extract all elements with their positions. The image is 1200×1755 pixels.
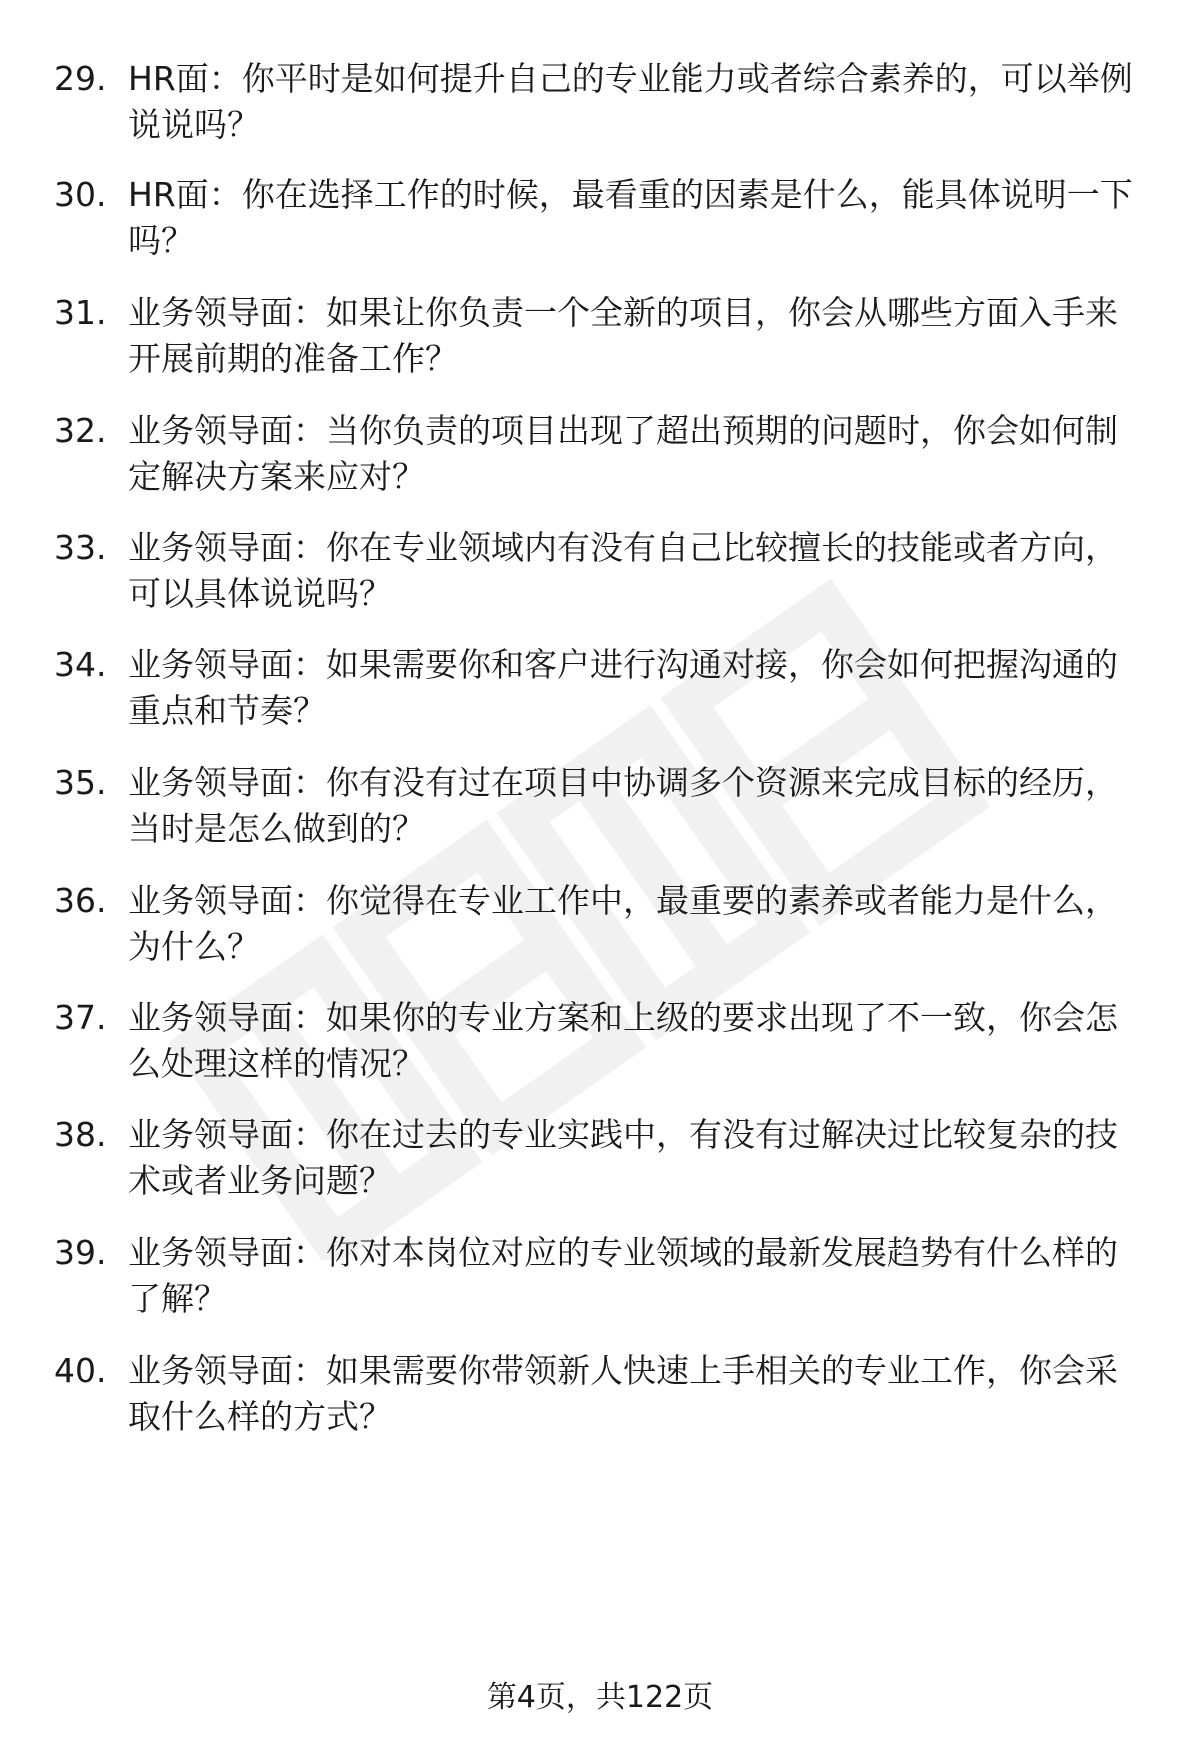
list-item [0,760,1200,870]
question-text: 业务领导面：你有没有过在项目中协调多个资源来完成目标的经历，当时是怎么做到的？ [128,763,1118,848]
question-number: 37. [54,998,107,1037]
question-number: 39. [54,1233,107,1272]
question-text: 业务领导面：当你负责的项目出现了超出预期的问题时，你会如何制定解决方案来应对？ [128,411,1118,496]
question-number: 36. [54,881,107,920]
list-item [0,56,1200,166]
question-text: 业务领导面：如果需要你和客户进行沟通对接，你会如何把握沟通的重点和节奏？ [128,645,1118,730]
list-item [0,525,1200,635]
question-text: 业务领导面：你对本岗位对应的专业领域的最新发展趋势有什么样的了解？ [128,1233,1118,1318]
question-number: 38. [54,1115,107,1154]
list-item [0,878,1200,988]
list-item [0,1230,1200,1340]
list-item [0,172,1200,282]
question-text: 业务领导面：如果你的专业方案和上级的要求出现了不一致，你会怎么处理这样的情况？ [128,998,1118,1083]
page-footer [0,1678,1200,1718]
question-text: 业务领导面：你觉得在专业工作中，最重要的素养或者能力是什么，为什么？ [128,881,1118,966]
question-text: HR面：你平时是如何提升自己的专业能力或者综合素养的，可以举例说说吗？ [128,59,1133,144]
question-number: 31. [54,293,107,332]
question-number: 34. [54,645,107,684]
question-text: 业务领导面：你在专业领域内有没有自己比较擅长的技能或者方向，可以具体说说吗？ [128,528,1118,613]
list-item [0,1348,1200,1458]
question-text: 业务领导面：如果需要你带领新人快速上手相关的专业工作，你会采取什么样的方式？ [128,1351,1118,1436]
question-number: 33. [54,528,107,567]
question-text: HR面：你在选择工作的时候，最看重的因素是什么，能具体说明一下吗？ [128,175,1133,260]
list-item [0,995,1200,1105]
question-number: 40. [54,1351,107,1390]
question-text: 业务领导面：如果让你负责一个全新的项目，你会从哪些方面入手来开展前期的准备工作？ [128,293,1118,378]
list-item [0,1112,1200,1222]
question-number: 32. [54,411,107,450]
list-item [0,642,1200,752]
list-item [0,408,1200,518]
question-number: 29. [54,59,107,98]
page-number-label: 第4页，共122页 [486,1680,714,1715]
question-text: 业务领导面：你在过去的专业实践中，有没有过解决过比较复杂的技术或者业务问题？ [128,1115,1118,1200]
question-number: 35. [54,763,107,802]
list-item [0,290,1200,400]
question-number: 30. [54,175,107,214]
